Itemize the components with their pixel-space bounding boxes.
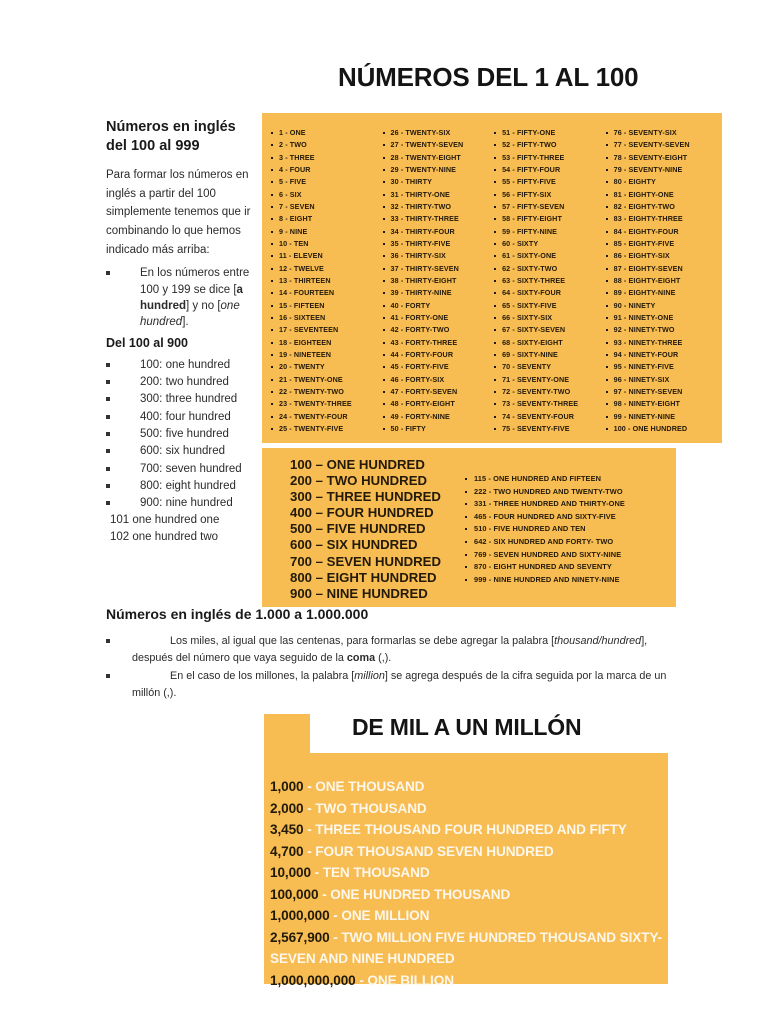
extra-number-lines	[106, 512, 258, 545]
number-entry: 95 - NINETY-FIVE	[605, 361, 718, 373]
hundreds-row: 700 – SEVEN HUNDRED	[290, 553, 441, 569]
note-italic: one hundred	[140, 299, 240, 329]
subheading-100-900: Del 100 al 900	[106, 335, 189, 350]
number-entry: 43 - FORTY-THREE	[382, 337, 494, 349]
number-entry: 46 - FORTY-SIX	[382, 374, 494, 386]
hundreds-row: 800 – EIGHT HUNDRED	[290, 569, 437, 585]
hundreds-example-item: 222 - TWO HUNDRED AND TWENTY-TWO	[464, 486, 625, 499]
number-entry: 29 - TWENTY-NINE	[382, 164, 494, 176]
number-entry: 26 - TWENTY-SIX	[382, 127, 494, 139]
number-entry: 28 - TWENTY-EIGHT	[382, 152, 494, 164]
note-bold: a hundred	[140, 283, 243, 312]
thousands-row-number: 10,000	[270, 865, 311, 880]
hundreds-list-item: 100: one hundred	[106, 357, 258, 373]
number-entry: 21 - TWENTY-ONE	[270, 374, 382, 386]
thousands-row-number: 1,000,000,000	[270, 972, 356, 988]
number-entry: 37 - THIRTY-SEVEN	[382, 263, 494, 275]
number-entry: 5 - FIVE	[270, 176, 382, 188]
thousands-row	[270, 841, 666, 863]
thousands-row-words: - ONE BILLION	[355, 972, 454, 988]
number-entry: 25 - TWENTY-FIVE	[270, 423, 382, 435]
thousands-row-number: 3,450	[270, 822, 304, 837]
thousands-row	[270, 905, 666, 927]
hundreds-row: 500 – FIVE HUNDRED	[290, 521, 426, 537]
number-entry: 33 - THIRTY-THREE	[382, 213, 494, 225]
thousands-row	[270, 927, 666, 970]
thousands-row-number: 2,567,900	[270, 929, 330, 945]
number-entry: 65 - SIXTY-FIVE	[493, 300, 605, 312]
hundreds-examples	[464, 473, 625, 586]
number-entry: 44 - FORTY-FOUR	[382, 349, 494, 361]
thousands-row-number: 4,700	[270, 843, 304, 859]
number-entry: 85 - EIGHTY-FIVE	[605, 238, 718, 250]
thousands-row	[270, 798, 666, 820]
number-entry: 72 - SEVENTY-TWO	[493, 386, 605, 398]
number-entry: 90 - NINETY	[605, 300, 718, 312]
thousands-row-words: - FOUR THOUSAND SEVEN HUNDRED	[303, 843, 554, 859]
rule1-part-c: (,).	[375, 651, 392, 664]
rule1-part-a: Los miles, al igual que las centenas, para formarlas se debe agregar la palabra [	[170, 635, 555, 648]
number-entry: 94 - NINETY-FOUR	[605, 349, 718, 361]
number-entry: 40 - FORTY	[382, 300, 494, 312]
note-mid: ] y no [	[186, 299, 221, 312]
number-entry: 41 - FORTY-ONE	[382, 312, 494, 324]
thousands-row-number: 1,000	[270, 779, 304, 794]
extra-number-line: 101 one hundred one	[110, 514, 220, 527]
number-entry: 82 - EIGHTY-TWO	[605, 201, 718, 213]
number-entry: 98 - NINETY-EIGHT	[605, 398, 718, 410]
number-entry: 64 - SIXTY-FOUR	[493, 287, 605, 299]
number-entry: 19 - NINETEEN	[270, 349, 382, 361]
thousands-row-words: - TEN THOUSAND	[310, 865, 430, 880]
number-entry: 53 - FIFTY-THREE	[493, 152, 605, 164]
number-entry: 11 - ELEVEN	[270, 250, 382, 262]
rule2-part-b: ] se agrega después de la cifra seguida por la marca de un millón (,).	[132, 670, 667, 699]
number-entry: 80 - EIGHTY	[605, 176, 718, 188]
number-entry: 73 - SEVENTY-THREE	[493, 398, 605, 410]
number-entry: 35 - THIRTY-FIVE	[382, 238, 494, 250]
thousands-row-words: - THREE THOUSAND FOUR HUNDRED AND FIFTY	[303, 822, 627, 837]
number-entry: 63 - SIXTY-THREE	[493, 275, 605, 287]
hundreds-list-item: 600: six hundred	[106, 443, 258, 459]
hundreds-row: 400 – FOUR HUNDRED	[290, 505, 434, 521]
rule1-part-b: ], después del número que vaya seguido de la	[132, 635, 648, 664]
table-column-3	[493, 127, 605, 435]
number-entry: 49 - FORTY-NINE	[382, 411, 494, 423]
number-entry: 67 - SIXTY-SEVEN	[493, 324, 605, 336]
number-entry: 69 - SIXTY-NINE	[493, 349, 605, 361]
hundreds-list-item: 900: nine hundred	[106, 495, 258, 511]
number-entry: 50 - FIFTY	[382, 423, 494, 435]
hundreds-orange-block	[262, 448, 676, 607]
thousands-rows	[270, 776, 666, 991]
number-entry: 61 - SIXTY-ONE	[493, 250, 605, 262]
section-heading-100-999: Números en inglés del 100 al 999	[106, 119, 236, 154]
hundreds-list-item: 500: five hundred	[106, 426, 258, 442]
number-entry: 48 - FORTY-EIGHT	[382, 398, 494, 410]
number-entry: 57 - FIFTY-SEVEN	[493, 201, 605, 213]
hundreds-row: 200 – TWO HUNDRED	[290, 473, 428, 489]
page-title: NÚMEROS DEL 1 AL 100	[338, 62, 639, 92]
hundreds-row: 900 – NINE HUNDRED	[290, 585, 428, 601]
number-entry: 9 - NINE	[270, 226, 382, 238]
thousands-explanation-section	[106, 605, 676, 703]
number-entry: 30 - THIRTY	[382, 176, 494, 188]
rule-item-thousands	[106, 633, 676, 666]
thousands-orange-block	[264, 753, 668, 988]
number-entry: 60 - SIXTY	[493, 238, 605, 250]
number-entry: 8 - EIGHT	[270, 213, 382, 225]
decorative-corner-tab	[264, 714, 310, 758]
extra-number-line: 102 one hundred two	[110, 530, 219, 543]
number-entry: 77 - SEVENTY-SEVEN	[605, 139, 718, 151]
number-entry: 88 - EIGHTY-EIGHT	[605, 275, 718, 287]
rule1-bold: coma	[346, 651, 376, 664]
number-entry: 16 - SIXTEEN	[270, 312, 382, 324]
rule2-italic: million	[354, 670, 385, 683]
hundreds-example-item: 642 - SIX HUNDRED AND FORTY- TWO	[464, 536, 625, 549]
number-entry: 96 - NINETY-SIX	[605, 374, 718, 386]
number-entry: 32 - THIRTY-TWO	[382, 201, 494, 213]
hundreds-bullet-list	[106, 357, 258, 512]
number-entry: 78 - SEVENTY-EIGHT	[605, 152, 718, 164]
number-entry: 7 - SEVEN	[270, 201, 382, 213]
number-entry: 6 - SIX	[270, 189, 382, 201]
number-entry: 62 - SIXTY-TWO	[493, 263, 605, 275]
number-entry: 42 - FORTY-TWO	[382, 324, 494, 336]
number-entry: 47 - FORTY-SEVEN	[382, 386, 494, 398]
section-heading-1000-1000000: Números en inglés de 1.000 a 1.000.000	[106, 606, 369, 622]
number-entry: 34 - THIRTY-FOUR	[382, 226, 494, 238]
hundreds-example-item: 870 - EIGHT HUNDRED AND SEVENTY	[464, 561, 625, 574]
number-entry: 17 - SEVENTEEN	[270, 324, 382, 336]
number-entry: 79 - SEVENTY-NINE	[605, 164, 718, 176]
number-entry: 4 - FOUR	[270, 164, 382, 176]
number-entry: 51 - FIFTY-ONE	[493, 127, 605, 139]
number-entry: 100 - ONE HUNDRED	[605, 423, 718, 435]
number-entry: 75 - SEVENTY-FIVE	[493, 423, 605, 435]
hundreds-row: 100 – ONE HUNDRED	[290, 457, 425, 472]
note-bullet-item	[106, 265, 258, 330]
number-entry: 76 - SEVENTY-SIX	[605, 127, 718, 139]
number-entry: 39 - THIRTY-NINE	[382, 287, 494, 299]
rule-item-millions	[106, 668, 676, 701]
thousands-row-words: - ONE HUNDRED THOUSAND	[318, 886, 511, 902]
hundreds-example-item: 331 - THREE HUNDRED AND THIRTY-ONE	[464, 498, 625, 511]
hundreds-example-item: 769 - SEVEN HUNDRED AND SIXTY-NINE	[464, 549, 625, 562]
rule2-part-a: En el caso de los millones, la palabra [	[170, 670, 355, 683]
hundreds-row: 600 – SIX HUNDRED	[290, 537, 418, 553]
thousands-row	[270, 884, 666, 906]
thousands-row	[270, 776, 666, 798]
number-entry: 92 - NINETY-TWO	[605, 324, 718, 336]
note-suffix: ].	[182, 316, 189, 329]
thousands-row	[270, 819, 666, 841]
number-entry: 74 - SEVENTY-FOUR	[493, 411, 605, 423]
hundreds-row: 300 – THREE HUNDRED	[290, 489, 441, 505]
number-entry: 15 - FIFTEEN	[270, 300, 382, 312]
rule-text-millions	[106, 668, 676, 701]
number-entry: 66 - SIXTY-SIX	[493, 312, 605, 324]
number-entry: 54 - FIFTY-FOUR	[493, 164, 605, 176]
number-entry: 68 - SIXTY-EIGHT	[493, 337, 605, 349]
number-entry: 91 - NINETY-ONE	[605, 312, 718, 324]
rule-text-thousands	[106, 633, 676, 666]
number-entry: 84 - EIGHTY-FOUR	[605, 226, 718, 238]
rule1-italic: thousand/hundred	[554, 635, 642, 648]
hundreds-example-item: 115 - ONE HUNDRED AND FIFTEEN	[464, 473, 625, 486]
hundreds-list-item: 200: two hundred	[106, 374, 258, 390]
number-entry: 70 - SEVENTY	[493, 361, 605, 373]
hundreds-list-item: 400: four hundred	[106, 409, 258, 425]
number-entry: 97 - NINETY-SEVEN	[605, 386, 718, 398]
table-column-4	[605, 127, 718, 435]
number-entry: 12 - TWELVE	[270, 263, 382, 275]
thousands-rules-list	[106, 633, 676, 701]
thousands-row-words: - ONE THOUSAND	[303, 779, 425, 794]
intro-paragraph: Para formar los números en inglés a partir del 100 simplemente tenemos que ir combinando lo que hemos indicado más arriba:	[106, 169, 251, 256]
number-entry: 14 - FOURTEEN	[270, 287, 382, 299]
number-entry: 13 - THIRTEEN	[270, 275, 382, 287]
number-entry: 45 - FORTY-FIVE	[382, 361, 494, 373]
number-entry: 2 - TWO	[270, 139, 382, 151]
number-entry: 31 - THIRTY-ONE	[382, 189, 494, 201]
table-column-2	[382, 127, 494, 435]
number-entry: 24 - TWENTY-FOUR	[270, 411, 382, 423]
hundreds-list-item: 300: three hundred	[106, 391, 258, 407]
table-columns-wrap	[270, 127, 718, 435]
hundreds-rows	[290, 457, 441, 602]
numbers-1-100-table	[262, 113, 722, 443]
number-entry: 22 - TWENTY-TWO	[270, 386, 382, 398]
note-prefix: En los números entre 100 y 199 se dice [	[140, 267, 250, 296]
number-entry: 20 - TWENTY	[270, 361, 382, 373]
thousands-row-words: - ONE MILLION	[329, 908, 430, 923]
number-entry: 36 - THIRTY-SIX	[382, 250, 494, 262]
thousands-row-words: - TWO THOUSAND	[303, 800, 427, 816]
number-entry: 55 - FIFTY-FIVE	[493, 176, 605, 188]
bottom-title: DE MIL A UN MILLÓN	[352, 714, 582, 740]
number-entry: 52 - FIFTY-TWO	[493, 139, 605, 151]
number-entry: 10 - TEN	[270, 238, 382, 250]
hundreds-list-item: 700: seven hundred	[106, 461, 258, 477]
number-entry: 38 - THIRTY-EIGHT	[382, 275, 494, 287]
number-entry: 56 - FIFTY-SIX	[493, 189, 605, 201]
number-entry: 1 - ONE	[270, 127, 382, 139]
number-entry: 23 - TWENTY-THREE	[270, 398, 382, 410]
thousands-row-number: 100,000	[270, 886, 319, 902]
number-entry: 93 - NINETY-THREE	[605, 337, 718, 349]
hundreds-example-item: 465 - FOUR HUNDRED AND SIXTY-FIVE	[464, 511, 625, 524]
number-entry: 81 - EIGHTY-ONE	[605, 189, 718, 201]
thousands-row	[270, 970, 666, 992]
thousands-row-words: - TWO MILLION FIVE HUNDRED THOUSAND SIXTY- SEVEN AND NINE HUNDRED	[270, 929, 663, 966]
number-entry: 71 - SEVENTY-ONE	[493, 374, 605, 386]
number-entry: 83 - EIGHTY-THREE	[605, 213, 718, 225]
thousands-row-number: 1,000,000	[270, 908, 330, 923]
thousands-row-number: 2,000	[270, 800, 304, 816]
hundreds-example-item: 510 - FIVE HUNDRED AND TEN	[464, 523, 625, 536]
number-entry: 89 - EIGHTY-NINE	[605, 287, 718, 299]
left-explanation-column	[106, 118, 258, 545]
hundreds-list-item: 800: eight hundred	[106, 478, 258, 494]
number-entry: 27 - TWENTY-SEVEN	[382, 139, 494, 151]
thousands-row	[270, 862, 666, 884]
bullet-marker	[106, 639, 110, 643]
note-bullet-list	[106, 265, 258, 330]
number-entry: 86 - EIGHTY-SIX	[605, 250, 718, 262]
bullet-marker	[106, 674, 110, 678]
number-entry: 18 - EIGHTEEN	[270, 337, 382, 349]
number-entry: 58 - FIFTY-EIGHT	[493, 213, 605, 225]
number-entry: 59 - FIFTY-NINE	[493, 226, 605, 238]
number-entry: 99 - NINETY-NINE	[605, 411, 718, 423]
number-entry: 87 - EIGHTY-SEVEN	[605, 263, 718, 275]
table-column-1	[270, 127, 382, 435]
number-entry: 3 - THREE	[270, 152, 382, 164]
hundreds-example-item: 999 - NINE HUNDRED AND NINETY-NINE	[464, 574, 625, 587]
